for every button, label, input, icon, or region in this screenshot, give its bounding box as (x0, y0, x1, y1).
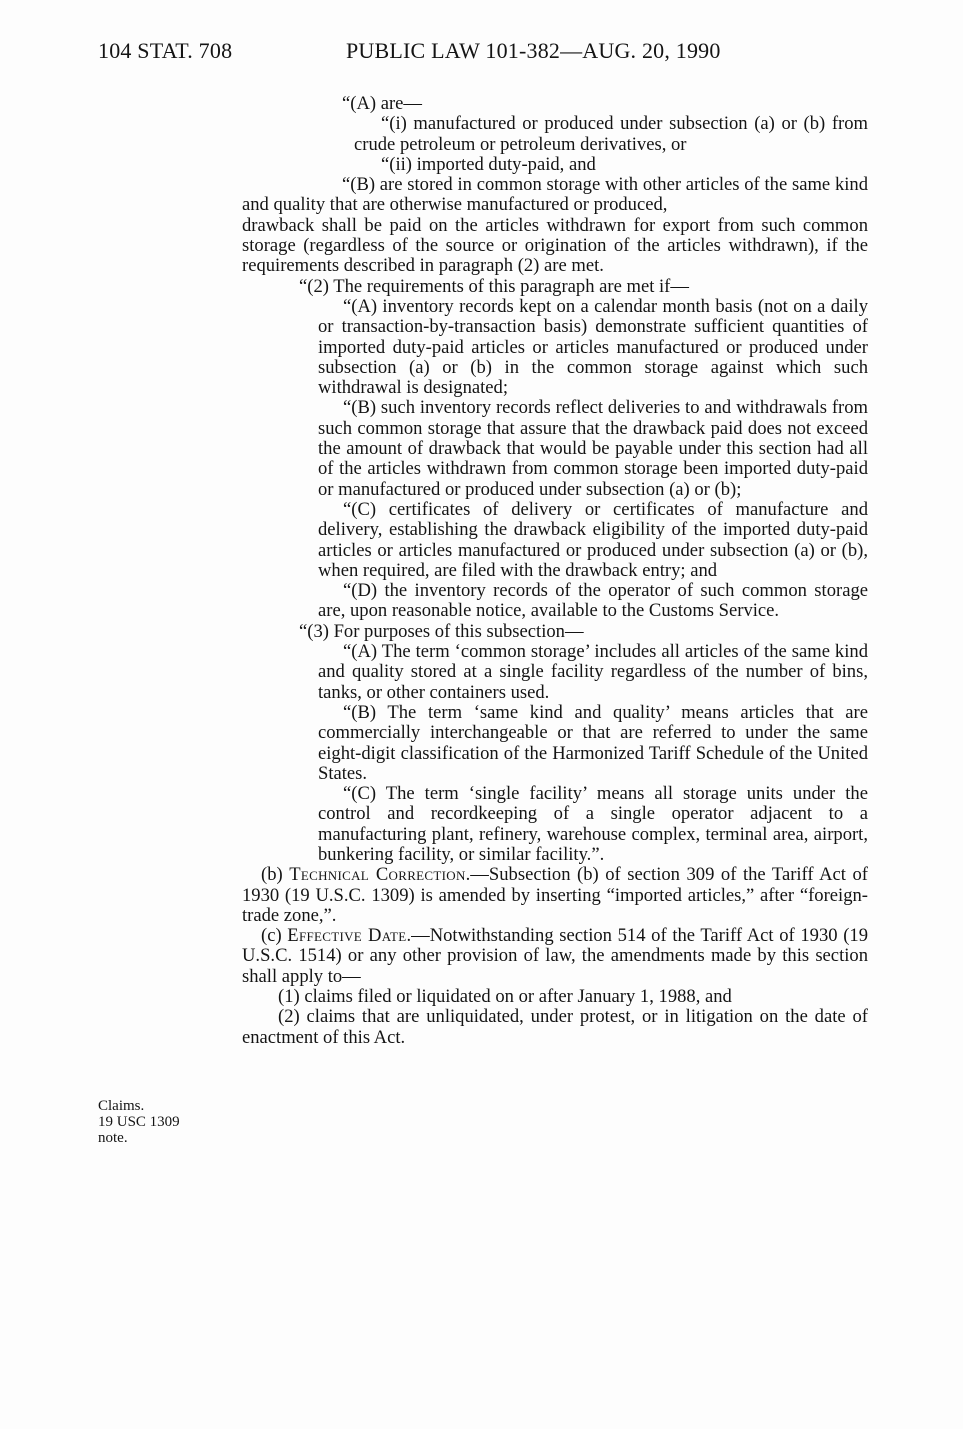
subsection-c-label: (c) (261, 925, 288, 947)
paragraph-2-a: “(A) inventory records kept on a calendar month basis (not on a daily or transaction-by-transaction basis) demonstrate sufficient quantities of imported duty-paid articles or articles manufactured or produced under subsection (a) or (b) in the common storage against which such withdrawal is designated; (318, 295, 868, 399)
paragraph-3: “(3) For purposes of this subsection— (299, 620, 584, 642)
subsection-b (242, 865, 868, 926)
margin-note (98, 1098, 218, 1146)
document-body (242, 94, 868, 1048)
margin-note-claims: Claims. (98, 1098, 145, 1114)
running-title: PUBLIC LAW 101-382—AUG. 20, 1990 (346, 38, 721, 63)
item-2: (2) claims that are unliquidated, under protest, or in litigation on the date of enactment of this Act. (242, 1006, 868, 1048)
paragraph-2-b: “(B) such inventory records reflect deliveries to and withdrawals from such common storage that assure that the drawback paid does not exceed the amount of drawback that would be payable under this section had all of the articles withdrawn from common storage been imported duty-paid or manufactured or produced under subsection (a) or (b); (318, 397, 868, 500)
subsection-c-text: .—Notwithstanding section 514 of the Tariff Act of 1930 (19 U.S.C. 1514) or any other provision of law, the amendments made by this section shall apply to— (242, 925, 868, 987)
drawback-paragraph: drawback shall be paid on the articles withdrawn for export from such common storage (regardless of the source or origination of the articles withdrawn), if the requirements described in paragraph (2) are met. (242, 214, 868, 277)
clause-a-ii: “(ii) imported duty-paid, and (381, 153, 596, 175)
margin-note-citation: 19 USC 1309 (98, 1114, 180, 1130)
subsection-b-heading: Technical Correction (289, 864, 466, 886)
subsection-c (242, 926, 868, 987)
paragraph-2-c: “(C) certificates of delivery or certificates of manufacture and delivery, establishing the drawback eligibility of the imported duty-paid articles or articles manufactured or produced under subsection (a) or (b), when required, are filed with the drawback entry; and (318, 498, 868, 581)
subsection-b-text: .—Subsection (b) of section 309 of the Tariff Act of 1930 (19 U.S.C. 1309) is amended by inserting “imported articles,” after “foreign-trade zone,”. (242, 864, 868, 926)
statute-page-reference: 104 STAT. 708 (98, 38, 233, 63)
paragraph-3-c: “(C) The term ‘single facility’ means all storage units under the control and recordkeeping of a single operator adjacent to a manufacturing plant, refinery, warehouse complex, terminal area, airport, bunkering facility, or similar facility.”. (318, 783, 868, 865)
item-1: (1) claims filed or liquidated on or after January 1, 1988, and (278, 986, 732, 1008)
paragraph-2: “(2) The requirements of this paragraph are met if— (299, 275, 689, 297)
subsection-b-label: (b) (261, 864, 290, 886)
clause-b: “(B) are stored in common storage with other articles of the same kind and quality that are otherwise manufactured or produced, (242, 174, 868, 216)
paragraph-2-d: “(D) the inventory records of the operator of such common storage are, upon reasonable notice, available to the Customs Service. (318, 580, 868, 622)
clause-a-i: “(i) manufactured or produced under subsection (a) or (b) from crude petroleum or petroleum derivatives, or (354, 113, 868, 155)
paragraph-3-a: “(A) The term ‘common storage’ includes all articles of the same kind and quality stored at a single facility regardless of the number of bins, tanks, or other containers used. (318, 641, 868, 703)
margin-note-note: note. (98, 1130, 128, 1146)
subsection-c-heading: Effective Date (287, 925, 407, 947)
paragraph-3-b: “(B) The term ‘same kind and quality’ means articles that are commercially interchangeable or that are referred to under the same eight-digit classification of the Harmonized Tariff Schedule of the United States. (318, 701, 868, 784)
clause-a: “(A) are— (342, 93, 423, 114)
